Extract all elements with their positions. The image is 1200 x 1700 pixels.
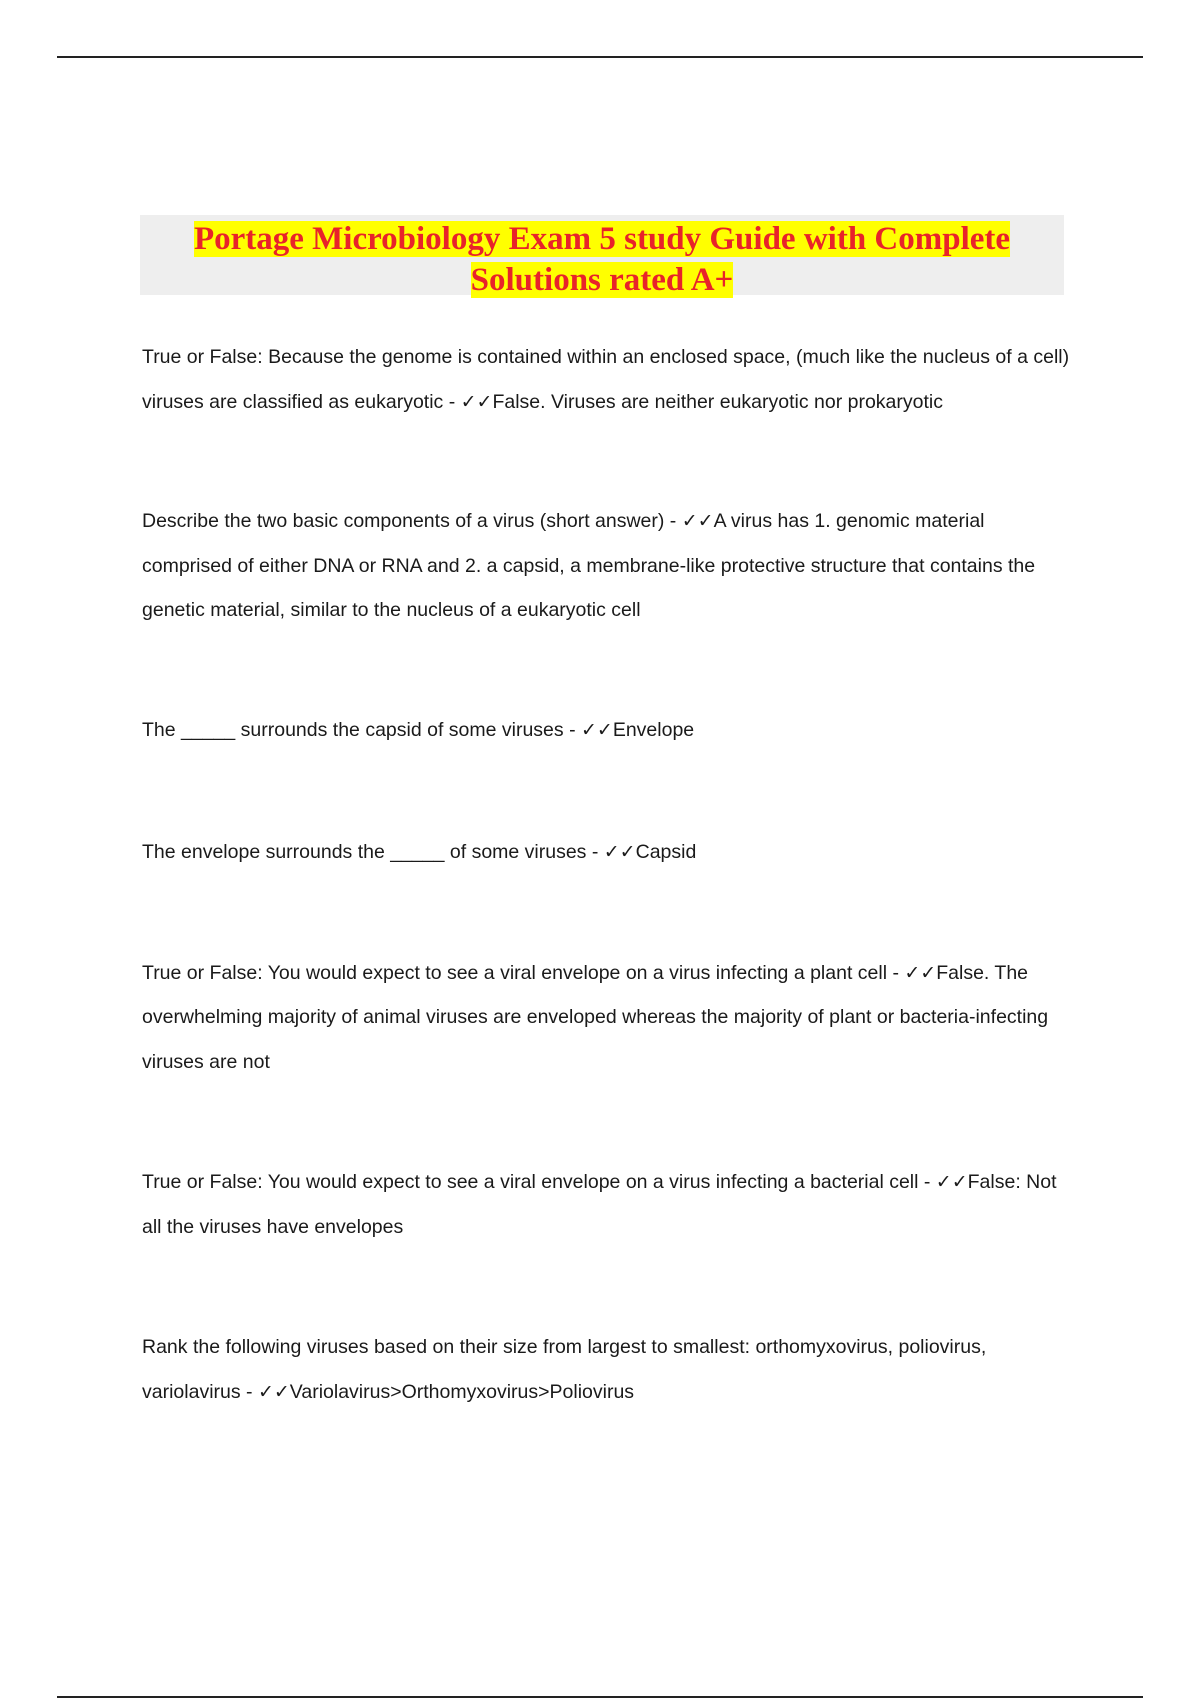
answer-text: Envelope <box>612 718 695 741</box>
answer-text: False. Viruses are neither eukaryotic nor prokaryotic <box>492 390 943 413</box>
qa-item-1 <box>142 335 1072 424</box>
qa-item-4 <box>142 830 1072 875</box>
header-rule <box>57 56 1143 58</box>
footer-rule <box>57 1696 1143 1698</box>
question-text: True or False: Because the genome is contained within an enclosed space, (much like the nucleus of a cell) viruses are classified as eukaryotic - <box>142 346 1070 413</box>
qa-list <box>142 335 1072 1414</box>
answer-text: False: Not all the viruses have envelopes <box>142 1171 1057 1238</box>
qa-item-7 <box>142 1325 1072 1414</box>
double-check-icon: ✓✓ <box>460 390 493 413</box>
qa-item-6 <box>142 1160 1072 1249</box>
question-text: The _____ surrounds the capsid of some viruses - <box>142 718 581 741</box>
document-title-box <box>140 215 1064 298</box>
double-check-icon: ✓✓ <box>935 1171 968 1193</box>
double-check-icon: ✓✓ <box>580 718 613 741</box>
document-title <box>140 219 1064 301</box>
qa-item-2 <box>142 499 1072 633</box>
double-check-icon: ✓✓ <box>257 1380 290 1403</box>
double-check-icon: ✓✓ <box>681 510 714 532</box>
double-check-icon: ✓✓ <box>904 961 937 984</box>
answer-text: A virus has 1. genomic material comprised of either DNA or RNA and 2. a capsid, a membrane-like protective structure that contains the genetic material, similar to the nucleus of a eukaryotic cell <box>142 510 1036 621</box>
question-text: Rank the following viruses based on their size from largest to smallest: orthomyxovirus, poliovirus, variolavirus - <box>142 1336 987 1403</box>
title-line-1: Portage Microbiology Exam 5 study Guide with Complete <box>193 221 1011 257</box>
question-text: Describe the two basic components of a virus (short answer) - <box>142 510 682 532</box>
double-check-icon: ✓✓ <box>603 841 636 863</box>
question-text: True or False: You would expect to see a viral envelope on a virus infecting a plant cell - <box>142 961 905 984</box>
qa-item-3 <box>142 708 1072 753</box>
question-text: The envelope surrounds the _____ of some viruses - <box>142 841 604 863</box>
answer-text: Capsid <box>635 841 697 863</box>
answer-text: Variolavirus>Orthomyxovirus>Poliovirus <box>289 1380 635 1403</box>
answer-text: False. The overwhelming majority of animal viruses are enveloped whereas the majority of plant or bacteria-infecting viruses are not <box>142 961 1049 1073</box>
qa-item-5 <box>142 951 1072 1085</box>
title-line-2: Solutions rated A+ <box>470 262 734 298</box>
question-text: True or False: You would expect to see a viral envelope on a virus infecting a bacterial cell - <box>142 1171 936 1193</box>
